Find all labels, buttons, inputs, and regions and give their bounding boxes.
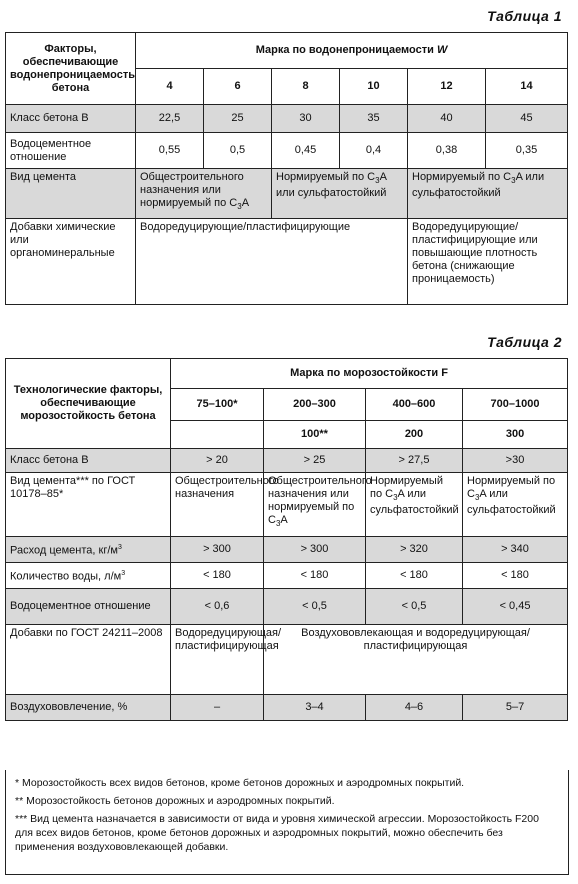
cell: < 180 xyxy=(366,563,463,589)
cell: < 0,5 xyxy=(366,589,463,625)
row-label: Воздухововлечение, % xyxy=(6,695,171,721)
cell: Водоредуцирующие/пластифицирующие или повышающие плотность бетона (снижающие проницаемость) xyxy=(408,219,568,305)
cell: Нормируемый по $C_3A$ или сульфатостойкий xyxy=(408,169,568,219)
table1-grade: 12 xyxy=(408,69,486,105)
table1-grade: 14 xyxy=(486,69,568,105)
cell: Нормируемый по $C_3A$ или сульфатостойкий xyxy=(366,473,463,537)
cell: > 300 xyxy=(264,537,366,563)
table2-grade: 75–100* xyxy=(171,389,264,421)
row-label: Добавки по ГОСТ 24211–2008 xyxy=(6,625,171,695)
table2 xyxy=(5,358,568,721)
table1-row-wc xyxy=(6,133,568,169)
table1-row-cement xyxy=(6,169,568,219)
cell: 3–4 xyxy=(264,695,366,721)
row-label: Количество воды, $л/м^3$ xyxy=(6,563,171,589)
cell: 22,5 xyxy=(136,105,204,133)
cell: Нормируемый по $C_3A$ или сульфатостойкий xyxy=(272,169,408,219)
cell: – xyxy=(171,695,264,721)
cell: Общестроительного назначения или нормируемый по $C_3A$ xyxy=(136,169,272,219)
cell: 30 xyxy=(272,105,340,133)
table2-row-air xyxy=(6,695,568,721)
footnote: *** Вид цемента назначается в зависимости от вида и уровня химической агрессии. Морозостойкость F200 для всех видов бетонов, кроме бетонов дорожных и аэродромных покрытий, можно обеспечить без применения воздухововлекающей добавки. xyxy=(15,813,539,853)
table2-grade-header: Марка по морозостойкости F xyxy=(171,359,568,389)
cell: Нормируемый по $C_3A$ или сульфатостойкий xyxy=(463,473,568,537)
row-label: Водоцементное отношение xyxy=(6,589,171,625)
table2-row-cement-use xyxy=(6,537,568,563)
table2-factors-header: Технологические факторы, обеспечивающие морозостойкость бетона xyxy=(6,359,171,449)
row-label: Добавки химические или органоминеральные xyxy=(6,219,136,305)
table2-row-cement xyxy=(6,473,568,537)
cell: < 0,45 xyxy=(463,589,568,625)
cell: < 0,6 xyxy=(171,589,264,625)
row-label: Вид цемента xyxy=(6,169,136,219)
table1-grade: 8 xyxy=(272,69,340,105)
table1-caption: Таблица 1 xyxy=(487,8,562,24)
cell: 40 xyxy=(408,105,486,133)
cell: < 180 xyxy=(463,563,568,589)
cell: 0,4 xyxy=(340,133,408,169)
table2-grade-sub: 300 xyxy=(463,421,568,449)
table2-grade-sub xyxy=(171,421,264,449)
cell: < 180 xyxy=(264,563,366,589)
cell: Общестроительного назначения xyxy=(171,473,264,537)
table2-row-water xyxy=(6,563,568,589)
row-label: Водоцементное отношение xyxy=(6,133,136,169)
cell: 0,38 xyxy=(408,133,486,169)
cell: Водоредуцирующие/пластифицирующие xyxy=(136,219,408,305)
cell: < 0,5 xyxy=(264,589,366,625)
cell: Общестроительного назначения или нормируемый по $C_3A$ xyxy=(264,473,366,537)
cell: > 300 xyxy=(171,537,264,563)
cell: > 25 xyxy=(264,449,366,473)
table1 xyxy=(5,32,568,305)
table1-row-additives xyxy=(6,219,568,305)
row-label: Класс бетона В xyxy=(6,449,171,473)
cell: 0,45 xyxy=(272,133,340,169)
footnote: * Морозостойкость всех видов бетонов, кроме бетонов дорожных и аэродромных покрытий. xyxy=(15,777,465,789)
cell: < 180 xyxy=(171,563,264,589)
table1-grade: 4 xyxy=(136,69,204,105)
row-label: Расход цемента, $кг/м^3$ xyxy=(6,537,171,563)
cell: Воздухововлекающая и водоредуцирующая/пластифицирующая xyxy=(264,625,568,695)
row-label: Класс бетона В xyxy=(6,105,136,133)
table2-grade: 200–300 xyxy=(264,389,366,421)
cell: 45 xyxy=(486,105,568,133)
table2-grade-sub: 100** xyxy=(264,421,366,449)
table1-grade: 6 xyxy=(204,69,272,105)
table1-factors-header: Факторы, обеспечивающие водонепроницаемость бетона xyxy=(6,33,136,105)
cell: > 320 xyxy=(366,537,463,563)
cell: > 20 xyxy=(171,449,264,473)
table2-grade: 700–1000 xyxy=(463,389,568,421)
table2-row-wc xyxy=(6,589,568,625)
footnotes xyxy=(15,776,557,858)
cell: >30 xyxy=(463,449,568,473)
table2-caption: Таблица 2 xyxy=(487,334,562,350)
cell: 25 xyxy=(204,105,272,133)
cell: 5–7 xyxy=(463,695,568,721)
table1-row-class xyxy=(6,105,568,133)
cell: 0,55 xyxy=(136,133,204,169)
table2-row-class xyxy=(6,449,568,473)
footnote: ** Морозостойкость бетонов дорожных и аэродромных покрытий. xyxy=(15,795,335,807)
cell: > 340 xyxy=(463,537,568,563)
table2-grade-sub: 200 xyxy=(366,421,463,449)
cell: 4–6 xyxy=(366,695,463,721)
table2-row-additives xyxy=(6,625,568,695)
table2-grade: 400–600 xyxy=(366,389,463,421)
cell: 0,35 xyxy=(486,133,568,169)
cell: > 27,5 xyxy=(366,449,463,473)
cell: 35 xyxy=(340,105,408,133)
table1-grade: 10 xyxy=(340,69,408,105)
row-label: Вид цемента*** по ГОСТ 10178–85* xyxy=(6,473,171,537)
cell: 0,5 xyxy=(204,133,272,169)
cell: Водоредуцирующая/пластифицирующая xyxy=(171,625,264,695)
table1-grade-header: Марка по водонепроницаемости W xyxy=(136,33,568,69)
